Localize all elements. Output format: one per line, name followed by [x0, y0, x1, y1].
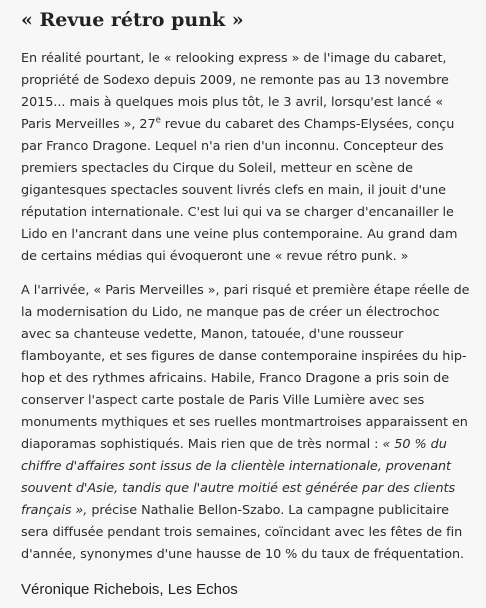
author-signature: Véronique Richebois, Les Echos: [21, 581, 238, 598]
paragraph-1: [21, 48, 473, 268]
paragraph-2: [21, 280, 473, 566]
paragraph-1-text-b: revue du cabaret des Champs-Elysées, conçu par Franco Dragone. Lequel n'a rien d'un inconnu. Concepteur des premiers spectacles du Cirque du Soleil, metteur en scène de gigantesques spectacles souvent livrés clefs en main, il jouit d'une réputation internationale. C'est lui qui va se charger d'encanailler le Lido en l'ancrant dans une veine plus contemporaine. Au grand dam de certains médias qui évoqueront une « revue rétro punk. »: [21, 117, 458, 264]
paragraph-2-text-b: précise Nathalie Bellon-Szabo. La campagne publicitaire sera diffusée pendant trois semaines, coïncidant avec les fêtes de fin d'année, synonymes d'une hausse de 10 % du taux de fréquentation.: [21, 503, 465, 562]
ordinal-suffix: e: [155, 115, 161, 126]
paragraph-1-text-a: En réalité pourtant, le « relooking express » de l'image du cabaret, propriété de Sodexo depuis 2009, ne remonte pas au 13 novembre 2015... mais à quelques mois plus tôt, le 3 avril, lorsqu'est lancé « Paris Merveilles », 27: [21, 51, 449, 132]
section-heading: « Revue rétro punk »: [21, 9, 244, 31]
quote-text: « 50 % du chiffre d'affaires sont issus de la clientèle internationale, provenant souvent d'Asie, tandis que l'autre moitié est générée par des clients français »,: [21, 437, 456, 518]
paragraph-2-text-a: A l'arrivée, « Paris Merveilles », pari risqué et première étape réelle de la modernisation du Lido, ne manque pas de créer un électrochoc avec sa chanteuse vedette, Manon, tatouée, d'une rousseur flamboyante, et ses figures de danse contemporaine inspirées du hip-hop et des rythmes africains. Habile, Franco Dragone a pris soin de conserver l'aspect carte postale de Paris Ville Lumière avec ses monuments mythiques et ses ruelles montmartroises apparaissent en diaporamas sophistiqués. Mais rien que de très normal :: [21, 283, 470, 452]
